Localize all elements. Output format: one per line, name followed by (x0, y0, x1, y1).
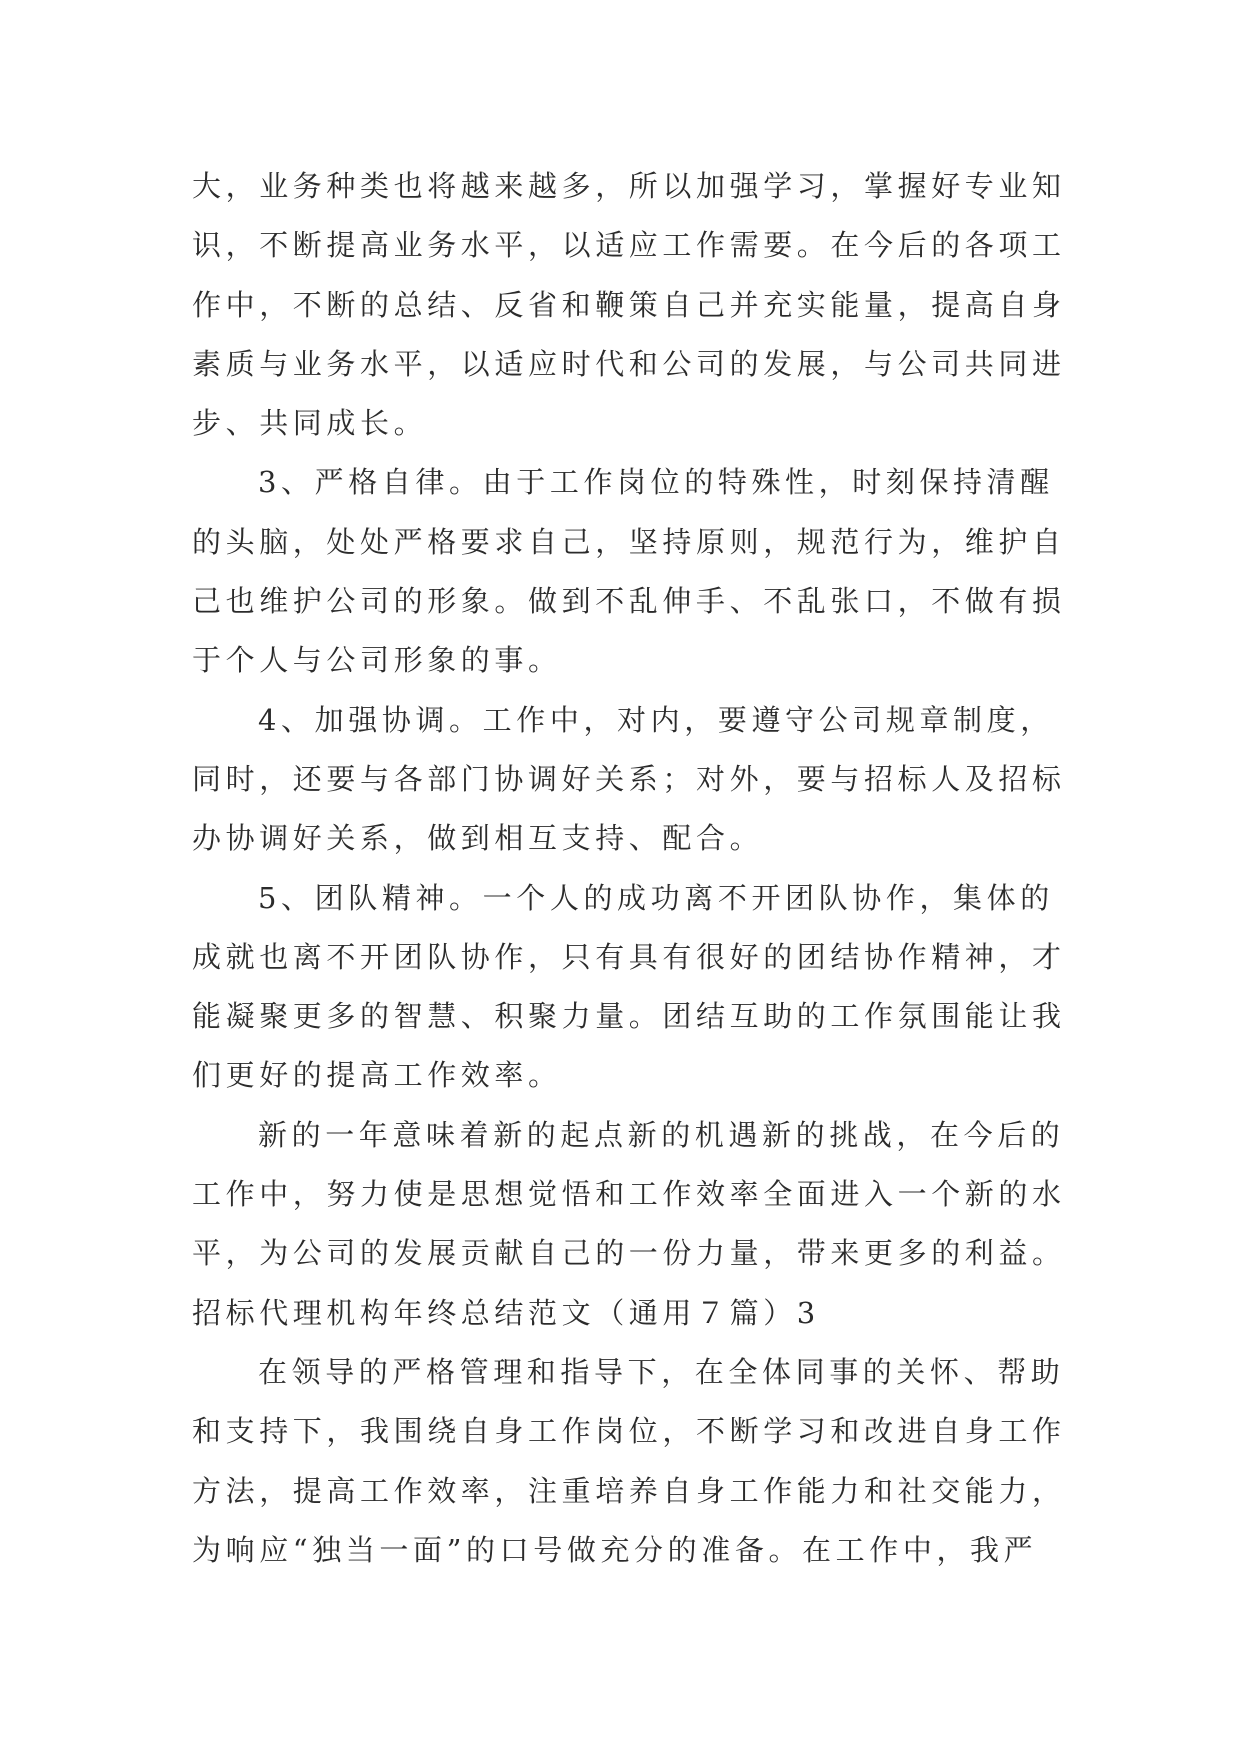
paragraph-3-heading-line: 3、严格自律。由于工作岗位的特殊性，时刻保持清醒 (258, 465, 1054, 500)
paragraph-4-heading-line: 4、加强协调。工作中，对内，要遵守公司规章制度， (258, 702, 1054, 737)
text-line: 为响应“独当一面”的口号做充分的准备。在工作中，我严 (192, 1532, 1038, 1567)
text-line: 办协调好关系，做到相互支持、配合。 (192, 821, 764, 856)
text-line: 和支持下，我围绕自身工作岗位，不断学习和改进自身工作 (192, 1414, 1066, 1449)
text-line: 识，不断提高业务水平，以适应工作需要。在今后的各项工 (192, 228, 1066, 263)
text-line: 方法，提高工作效率，注重培养自身工作能力和社交能力， (192, 1473, 1066, 1508)
text-line: 的头脑，处处严格要求自己，坚持原则，规范行为，维护自 (192, 524, 1066, 559)
text-line: 大，业务种类也将越来越多，所以加强学习，掌握好专业知 (192, 169, 1066, 203)
text-line: 能凝聚更多的智慧、积聚力量。团结互助的工作氛围能让我 (192, 999, 1066, 1034)
text-line: 成就也离不开团队协作，只有具有很好的团结协作精神，才 (192, 939, 1066, 974)
text-line: 们更好的提高工作效率。 (192, 1058, 562, 1093)
text-line: 工作中，努力使是思想觉悟和工作效率全面进入一个新的水 (192, 1177, 1066, 1212)
text-line: 步、共同成长。 (192, 406, 428, 441)
closing-paragraph-line: 新的一年意味着新的起点新的机遇新的挑战，在今后的 (258, 1117, 1065, 1152)
text-line: 于个人与公司形象的事。 (192, 643, 562, 678)
text-line: 同时，还要与各部门协调好关系；对外，要与招标人及招标 (192, 761, 1066, 796)
section-3-paragraph-line: 在领导的严格管理和指导下，在全体同事的关怀、帮助 (258, 1354, 1065, 1389)
section-title: 招标代理机构年终总结范文（通用７篇）3 (192, 1295, 820, 1330)
text-line: 素质与业务水平，以适应时代和公司的发展，与公司共同进 (192, 346, 1066, 381)
paragraph-5-heading-line: 5、团队精神。一个人的成功离不开团队协作，集体的 (258, 880, 1054, 915)
text-line: 己也维护公司的形象。做到不乱伸手、不乱张口，不做有损 (192, 584, 1066, 619)
text-line: 平，为公司的发展贡献自己的一份力量，带来更多的利益。 (192, 1236, 1066, 1271)
text-line: 作中，不断的总结、反省和鞭策自己并充实能量，提高自身 (192, 287, 1066, 322)
document-body (192, 157, 1066, 1580)
